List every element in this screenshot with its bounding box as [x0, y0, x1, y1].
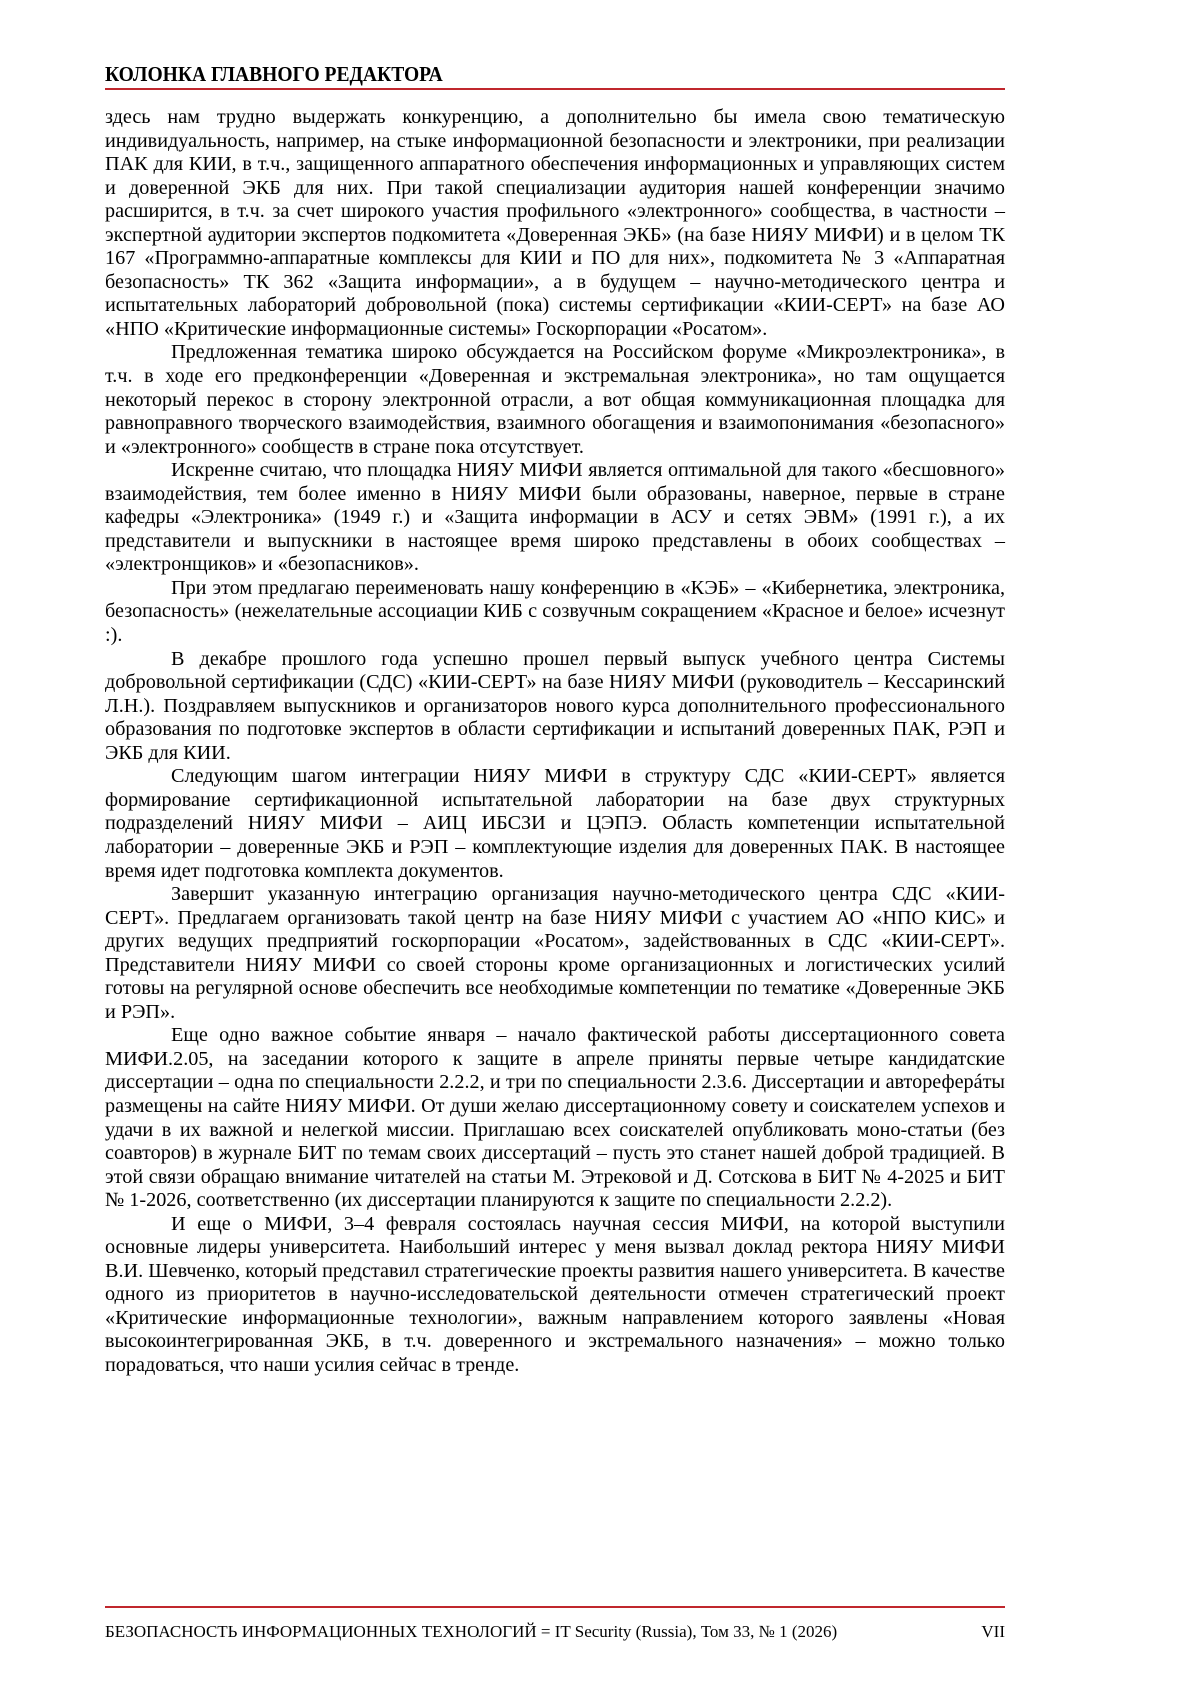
- article-body: [105, 106, 1005, 1378]
- paragraph: И еще о МИФИ, 3–4 февраля состоялась научная сессия МИФИ, на которой выступили основные лидеры университета. Наибольший интерес у меня вызвал доклад ректора НИЯУ МИФИ В.И. Шевченко, который представил стратегические проекты развития нашего университета. В качестве одного из приоритетов в научно-исследовательской деятельности отмечен стратегический проект «Критические информационные технологии», важным направлением которого заявлены «Новая высокоинтегрированная ЭКБ, в т.ч. доверенного и экстремального назначения» – можно только порадоваться, что наши усилия сейчас в тренде.: [105, 1212, 1005, 1376]
- footer-rule: [105, 1606, 1005, 1608]
- paragraph: Предложенная тематика широко обсуждается на Российском форуме «Микроэлектроника», в т.ч. в ходе его предконференции «Доверенная и экстремальная электроника», но там ощущается некоторый перекос в сторону электронной отрасли, а вот общая коммуникационная площадка для равноправного творческого взаимодействия, взаимного обогащения и взаимопонимания «безопасного» и «электронного» сообществ в стране пока отсутствует.: [105, 341, 1005, 458]
- page-number: VII: [981, 1622, 1005, 1641]
- page-header: [105, 62, 1005, 87]
- paragraph: Еще одно важное событие января – начало фактической работы диссертационного совета МИФИ.2.05, на заседании которого к защите в апреле приняты первые четыре кандидатские диссертации – одна по специальности 2.2.2, и три по специальности 2.3.6. Диссертации и автореферáты размещены на сайте НИЯУ МИФИ. От души желаю диссертационному совету и соискателем успехов и удачи в их важной и нелегкой миссии. Приглашаю всех соискателей опубликовать моно-статьи (без соавторов) в журнале БИТ по темам своих диссертаций – пусть это станет нашей доброй традицией. В этой связи обращаю внимание читателей на статьи М. Этрековой и Д. Сотскова в БИТ № 4-2025 и БИТ № 1-2026, соответственно (их диссертации планируются к защите по специальности 2.2.2).: [105, 1024, 1005, 1212]
- journal-citation: БЕЗОПАСНОСТЬ ИНФОРМАЦИОННЫХ ТЕХНОЛОГИЙ = IT Security (Russia), Том 33, № 1 (2026): [105, 1622, 838, 1641]
- paragraph: При этом предлагаю переименовать нашу конференцию в «КЭБ» – «Кибернетика, электроника, безопасность» (нежелательные ассоциации КИБ с созвучным сокращением «Красное и белое» исчезнут :).: [105, 576, 1005, 647]
- header-rule: [105, 88, 1005, 90]
- paragraph: В декабре прошлого года успешно прошел первый выпуск учебного центра Системы добровольной сертификации (СДС) «КИИ-СЕРТ» на базе НИЯУ МИФИ (руководитель – Кессаринский Л.Н.). Поздравляем выпускников и организаторов нового курса дополнительного профессионального образования по подготовке экспертов в области сертификации и испытаний доверенных ПАК, РЭП и ЭКБ для КИИ.: [105, 647, 1005, 764]
- paragraph: Завершит указанную интеграцию организация научно-методического центра СДС «КИИ-СЕРТ». Предлагаем организовать такой центр на базе НИЯУ МИФИ с участием АО «НПО КИС» и других ведущих предприятий госкорпорации «Росатом», задействованных в СДС «КИИ-СЕРТ». Представители НИЯУ МИФИ со своей стороны кроме организационных и логистических усилий готовы на регулярной основе обеспечить все необходимые компетенции по тематике «Доверенные ЭКБ и РЭП».: [105, 883, 1005, 1023]
- paragraph: Искренне считаю, что площадка НИЯУ МИФИ является оптимальной для такого «бесшовного» взаимодействия, тем более именно в НИЯУ МИФИ были образованы, наверное, первые в стране кафедры «Электроника» (1949 г.) и «Защита информации в АСУ и сетях ЭВМ» (1991 г.), а их представители и выпускники в настоящее время широко представлены в обоих сообществах – «электронщиков» и «безопасников».: [105, 459, 1005, 576]
- paragraph: Следующим шагом интеграции НИЯУ МИФИ в структуру СДС «КИИ-СЕРТ» является формирование сертификационной испытательной лаборатории на базе двух структурных подразделений НИЯУ МИФИ – АИЦ ИБСЗИ и ЦЭПЭ. Область компетенции испытательной лаборатории – доверенные ЭКБ и РЭП – комплектующие изделия для доверенных ПАК. В настоящее время идет подготовка комплекта документов.: [105, 765, 1005, 882]
- paragraph: здесь нам трудно выдержать конкуренцию, а дополнительно бы имела свою тематическую индивидуальность, например, на стыке информационной безопасности и электроники, при реализации ПАК для КИИ, в т.ч., защищенного аппаратного обеспечения информационных и управляющих систем и доверенной ЭКБ для них. При такой специализации аудитория нашей конференции значимо расширится, в т.ч. за счет широкого участия профильного «электронного» сообщества, в частности – экспертной аудитории экспертов подкомитета «Доверенная ЭКБ» (на базе НИЯУ МИФИ) и в целом ТК 167 «Программно-аппаратные комплексы для КИИ и ПО для них», подкомитета № 3 «Аппаратная безопасность» ТК 362 «Защита информации», а в будущем – научно-методического центра и испытательных лабораторий добровольной (пока) системы сертификации «КИИ-СЕРТ» на базе АО «НПО «Критические информационные системы» Госкорпорации «Росатом».: [105, 106, 1005, 340]
- page-footer: [105, 1622, 1005, 1642]
- section-title: КОЛОНКА ГЛАВНОГО РЕДАКТОРА: [105, 62, 443, 86]
